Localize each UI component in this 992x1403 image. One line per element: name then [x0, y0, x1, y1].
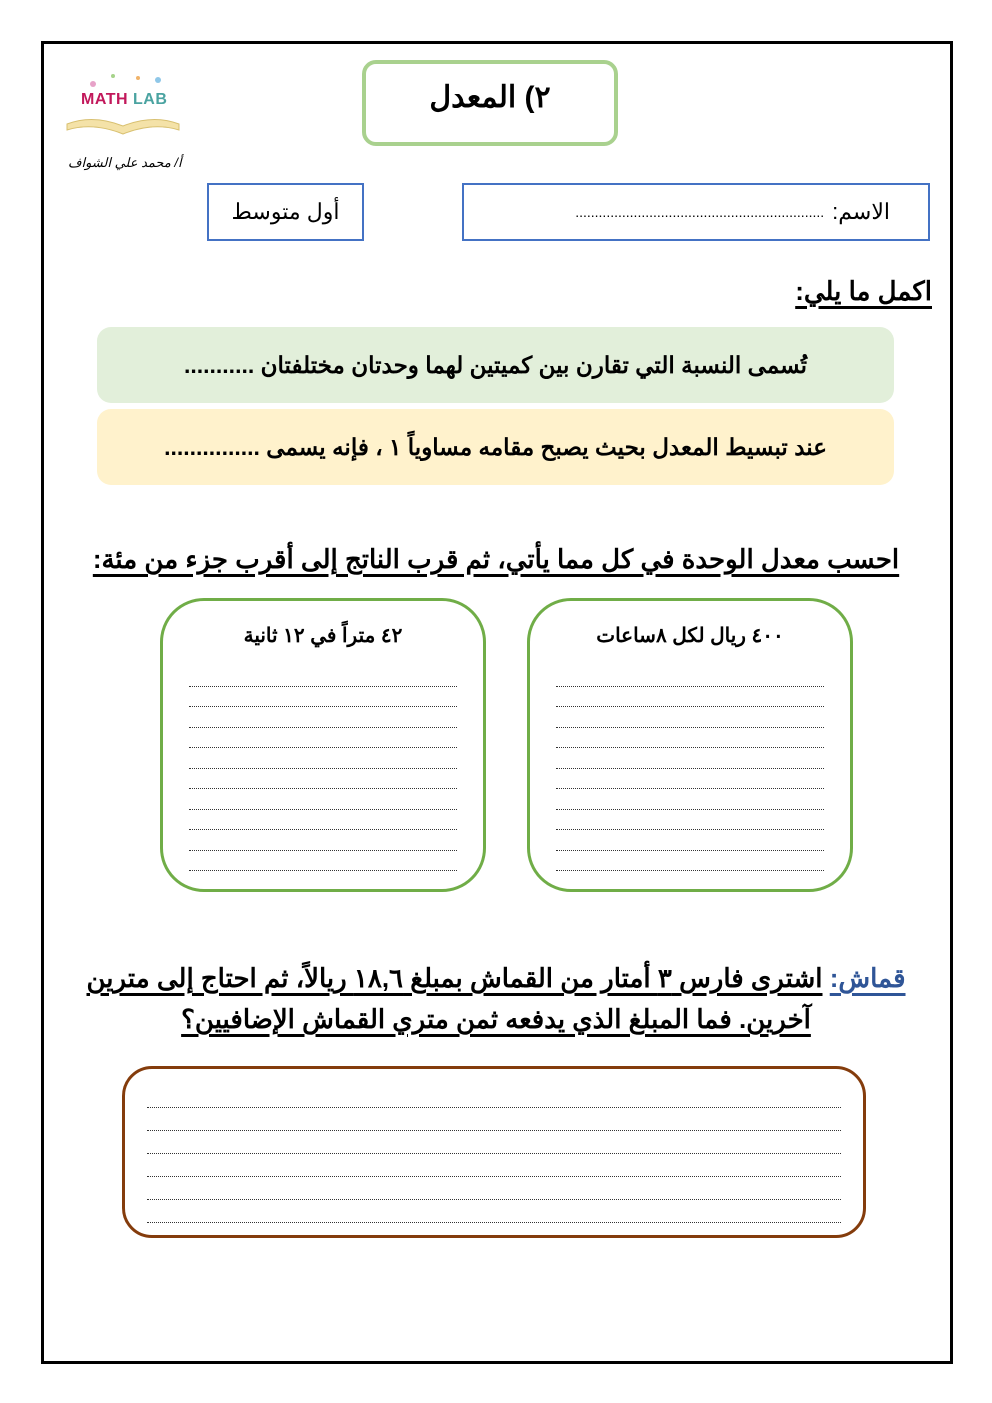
answer-line[interactable] — [147, 1200, 841, 1223]
exercise-box — [527, 598, 853, 892]
answer-line[interactable] — [189, 769, 457, 790]
exercise-label: ٤٢ متراً في ١٢ ثانية — [243, 625, 403, 647]
answer-line[interactable] — [189, 789, 457, 810]
exercise-box — [160, 598, 486, 892]
answer-line[interactable] — [189, 728, 457, 749]
answer-line[interactable] — [147, 1154, 841, 1177]
word-problem — [60, 958, 932, 1040]
answer-line[interactable] — [556, 830, 824, 851]
answer-line[interactable] — [556, 728, 824, 749]
answer-line[interactable] — [189, 851, 457, 872]
answer-line[interactable] — [556, 687, 824, 708]
answer-line[interactable] — [189, 830, 457, 851]
fill-in-item: عند تبسيط المعدل بحيث يصبح مقامه مساوياً ١ ، فإنه يسمى ............... — [97, 409, 894, 485]
answer-line[interactable] — [556, 769, 824, 790]
answer-line[interactable] — [556, 810, 824, 831]
answer-line[interactable] — [189, 666, 457, 687]
math-lab-logo — [63, 66, 183, 146]
answer-line[interactable] — [556, 707, 824, 728]
answer-line[interactable] — [189, 748, 457, 769]
answer-line[interactable] — [189, 687, 457, 708]
answer-lines[interactable] — [556, 666, 824, 871]
problem-answer-box[interactable] — [122, 1066, 866, 1238]
answer-line[interactable] — [556, 789, 824, 810]
name-field[interactable] — [462, 183, 930, 241]
page-title: ٢) المعدل — [362, 60, 618, 146]
author-signature: أ/ محمد علي الشواف — [68, 155, 182, 170]
problem-text: اشترى فارس ٣ أمتار من القماش بمبلغ ١٨,٦ ريالاً، ثم احتاج إلى مترين آخرين. فما المبلغ الذي يدفعه ثمن متري القماش الإضافيين؟ — [86, 963, 823, 1034]
problem-label: قماش: — [829, 963, 906, 993]
answer-line[interactable] — [556, 851, 824, 872]
exercise-label: ٤٠٠ ريال لكل ٨ساعات — [596, 625, 784, 647]
answer-line[interactable] — [147, 1085, 841, 1108]
answer-line[interactable] — [556, 748, 824, 769]
answer-line[interactable] — [147, 1131, 841, 1154]
fill-in-item: تُسمى النسبة التي تقارن بين كميتين لهما وحدتان مختلفتان ........... — [97, 327, 894, 403]
answer-lines[interactable] — [189, 666, 457, 871]
section2-heading: احسب معدل الوحدة في كل مما يأتي، ثم قرب الناتج إلى أقرب جزء من مئة: — [92, 544, 900, 574]
answer-line[interactable] — [147, 1108, 841, 1131]
section1-heading: اكمل ما يلي: — [795, 276, 932, 306]
answer-line[interactable] — [189, 810, 457, 831]
answer-line[interactable] — [189, 707, 457, 728]
answer-line[interactable] — [147, 1177, 841, 1200]
grade-label: أول متوسط — [207, 183, 364, 241]
answer-line[interactable] — [556, 666, 824, 687]
logo-text: MATH LAB — [81, 91, 168, 108]
name-blank[interactable]: ................................................................ — [575, 204, 825, 220]
name-label: الاسم: — [832, 199, 890, 224]
